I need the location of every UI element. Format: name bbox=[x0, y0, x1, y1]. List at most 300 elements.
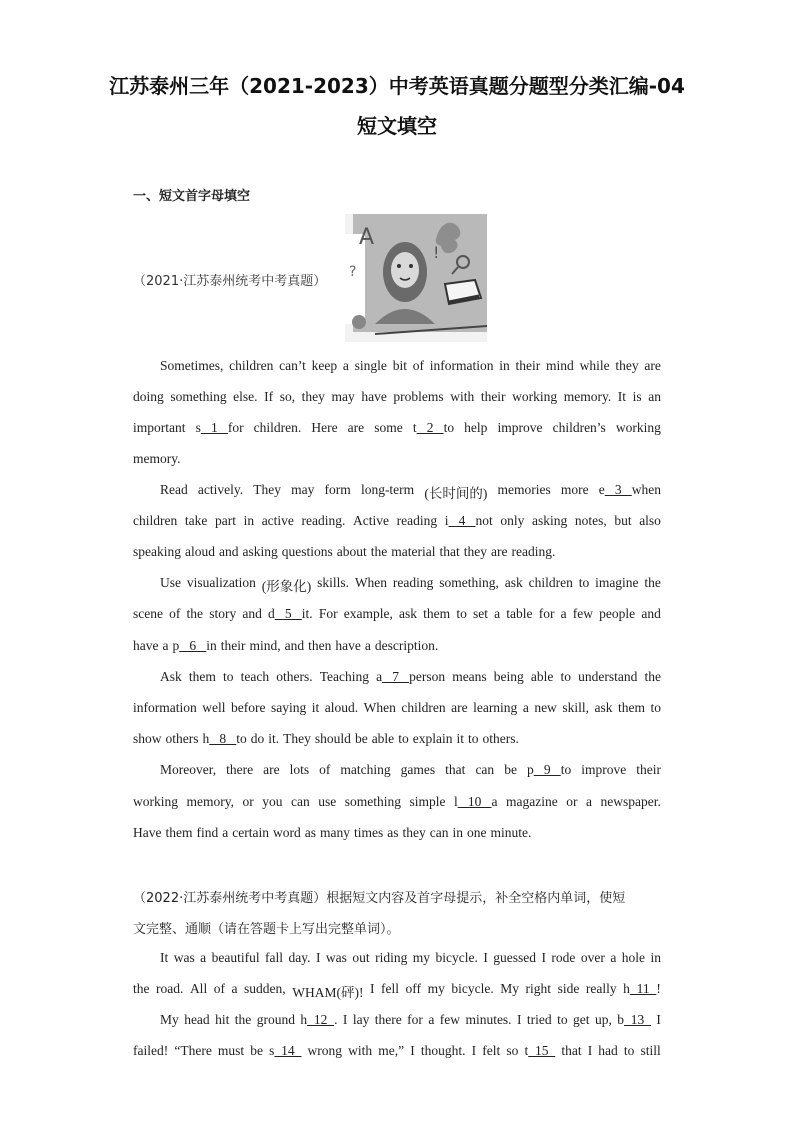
answer-blank[interactable]: 13 bbox=[623, 1012, 651, 1027]
word: being bbox=[493, 669, 524, 684]
word: children bbox=[133, 513, 178, 528]
word: memory, bbox=[186, 794, 234, 809]
word: to bbox=[623, 1043, 635, 1058]
word: understand bbox=[578, 669, 638, 684]
word: others. bbox=[482, 731, 519, 746]
intro-2022-line bbox=[133, 918, 661, 937]
passage-2021-line bbox=[160, 762, 661, 778]
word: is bbox=[632, 389, 642, 404]
word: a bbox=[162, 638, 169, 653]
word: reading bbox=[392, 575, 434, 590]
word: children’s bbox=[552, 420, 606, 435]
answer-blank[interactable]: 9 bbox=[533, 762, 561, 777]
word: should bbox=[314, 731, 351, 746]
word: saying bbox=[270, 700, 307, 715]
word: I bbox=[483, 950, 488, 965]
word: their bbox=[636, 762, 661, 777]
word: in bbox=[243, 513, 255, 528]
word: right bbox=[525, 981, 552, 996]
word: It bbox=[160, 950, 169, 965]
word: problems bbox=[393, 389, 444, 404]
blank-word: e 3 when bbox=[598, 482, 661, 497]
answer-blank[interactable]: 2 bbox=[416, 420, 444, 435]
passage-2021-line bbox=[133, 825, 661, 841]
word: I bbox=[516, 1012, 522, 1027]
word: others. bbox=[276, 669, 313, 684]
word: to bbox=[557, 1012, 568, 1027]
word: explain bbox=[412, 731, 453, 746]
word: road. bbox=[156, 981, 184, 996]
word: as bbox=[304, 825, 316, 840]
word: of bbox=[412, 358, 424, 373]
word: of bbox=[213, 981, 225, 996]
word: show bbox=[133, 731, 162, 746]
blank-word: p 9 to bbox=[526, 762, 572, 777]
word: them bbox=[617, 700, 645, 715]
blank-word: h 8 to bbox=[202, 731, 247, 746]
word: also bbox=[639, 513, 661, 528]
word: ask bbox=[594, 700, 613, 715]
word: have bbox=[361, 389, 387, 404]
passage-2022-line bbox=[133, 1043, 661, 1059]
word: word bbox=[272, 825, 301, 840]
word: it bbox=[311, 700, 320, 715]
word: If bbox=[264, 389, 274, 404]
word: the bbox=[234, 1012, 252, 1027]
word: them bbox=[165, 825, 193, 840]
word: wrong bbox=[307, 1043, 343, 1058]
word: can bbox=[429, 825, 449, 840]
passage-2021-line bbox=[133, 638, 661, 654]
word: working bbox=[512, 389, 558, 404]
word: was bbox=[325, 950, 347, 965]
passage-2021-line bbox=[133, 700, 661, 716]
word: they bbox=[615, 358, 639, 373]
word: that bbox=[439, 544, 460, 559]
word: to bbox=[578, 575, 590, 590]
word: up, bbox=[594, 1012, 612, 1027]
word: for bbox=[538, 606, 555, 621]
word: improve bbox=[581, 762, 627, 777]
source-label-2021: （2021·江苏泰州统考中考真题） bbox=[133, 274, 327, 289]
word: Ask bbox=[160, 669, 182, 684]
word: may bbox=[291, 482, 315, 497]
word: you bbox=[262, 794, 283, 809]
word: failed! bbox=[133, 1043, 169, 1058]
word: Moreover, bbox=[160, 762, 217, 777]
word: material bbox=[391, 544, 436, 559]
word: many bbox=[319, 825, 350, 840]
word: lots bbox=[289, 762, 310, 777]
word: to bbox=[398, 731, 409, 746]
word: skill, bbox=[562, 700, 589, 715]
girl-thinking-illustration-icon bbox=[345, 214, 487, 342]
blank-word: s 14 bbox=[269, 1043, 302, 1058]
word: was bbox=[173, 950, 195, 965]
word: as bbox=[387, 825, 399, 840]
word: set bbox=[472, 606, 488, 621]
word: be bbox=[504, 762, 517, 777]
word: certain bbox=[232, 825, 269, 840]
word: ask bbox=[399, 606, 417, 621]
word: All bbox=[189, 981, 208, 996]
word: speaking bbox=[133, 544, 181, 559]
word: day. bbox=[288, 950, 311, 965]
word: For bbox=[318, 606, 338, 621]
word: single bbox=[354, 358, 387, 373]
passage-2021-line bbox=[133, 731, 661, 747]
word: to bbox=[222, 669, 234, 684]
word: I bbox=[471, 1043, 477, 1058]
passage-2021-line bbox=[133, 606, 661, 622]
word: Use bbox=[160, 575, 181, 590]
word: can’t bbox=[279, 358, 306, 373]
word: information bbox=[133, 700, 197, 715]
word: few bbox=[572, 606, 594, 621]
word: me,” bbox=[378, 1043, 405, 1058]
word: I bbox=[587, 1043, 593, 1058]
word: I bbox=[369, 981, 375, 996]
word: have bbox=[133, 638, 159, 653]
word: When bbox=[363, 700, 396, 715]
passage-2021-line bbox=[160, 358, 661, 374]
word: I bbox=[342, 1012, 348, 1027]
word: had bbox=[598, 1043, 618, 1058]
blank-word: h 12 . bbox=[300, 1012, 338, 1027]
word: be bbox=[250, 1043, 264, 1058]
word: a bbox=[200, 950, 207, 965]
word: still bbox=[640, 1043, 661, 1058]
word: them bbox=[188, 669, 216, 684]
word: and bbox=[219, 544, 239, 559]
passage-2022-line bbox=[160, 950, 661, 966]
word: the bbox=[370, 544, 388, 559]
blank-word: i 4 not bbox=[444, 513, 493, 528]
word: can bbox=[291, 794, 310, 809]
answer-blank[interactable]: 8 bbox=[209, 731, 237, 746]
word: aloud. bbox=[324, 700, 359, 715]
word: Active bbox=[353, 513, 389, 528]
passage-2021-line bbox=[133, 451, 661, 467]
word: are bbox=[263, 762, 280, 777]
word: can bbox=[475, 762, 495, 777]
word: working bbox=[615, 420, 661, 435]
word: well bbox=[202, 700, 226, 715]
word: else. bbox=[233, 389, 258, 404]
word: (长时间的) bbox=[424, 486, 488, 501]
word: their bbox=[480, 389, 506, 404]
word: keep bbox=[311, 358, 338, 373]
word: off bbox=[405, 981, 422, 996]
word: but bbox=[614, 513, 632, 528]
word: important bbox=[133, 420, 186, 435]
word: with bbox=[450, 389, 475, 404]
word: ground bbox=[256, 1012, 295, 1027]
word: do bbox=[250, 731, 265, 746]
word: form bbox=[324, 482, 351, 497]
passage-2021-line bbox=[160, 575, 661, 595]
word: Have bbox=[133, 825, 162, 840]
word: their bbox=[515, 358, 541, 373]
word: they bbox=[463, 544, 487, 559]
word: must bbox=[217, 1043, 245, 1058]
blank-word: a 7 person bbox=[376, 669, 446, 684]
word: head bbox=[184, 1012, 210, 1027]
word: story bbox=[209, 606, 237, 621]
word: only bbox=[500, 513, 525, 528]
word: It bbox=[617, 389, 627, 404]
word: notes, bbox=[574, 513, 607, 528]
word: or bbox=[242, 794, 254, 809]
answer-blank[interactable]: 1 bbox=[200, 420, 228, 435]
word: reading. bbox=[511, 544, 556, 559]
word: a bbox=[610, 950, 617, 965]
word: while bbox=[579, 358, 610, 373]
answer-blank[interactable]: 12 bbox=[307, 1012, 335, 1027]
word: may bbox=[331, 389, 355, 404]
word: children bbox=[401, 700, 446, 715]
word: it. bbox=[268, 731, 280, 746]
word: something, bbox=[439, 575, 499, 590]
word: hit bbox=[215, 1012, 230, 1027]
blank-word: l 10 a bbox=[453, 794, 498, 809]
word: something bbox=[344, 794, 401, 809]
word: in bbox=[499, 358, 510, 373]
word: before bbox=[231, 700, 266, 715]
word: and bbox=[242, 606, 262, 621]
word: matching bbox=[340, 762, 391, 777]
word: are bbox=[451, 700, 468, 715]
word: be bbox=[354, 731, 368, 746]
word: learning bbox=[473, 700, 518, 715]
blank-word: t 15 bbox=[524, 1043, 556, 1058]
word: to bbox=[456, 606, 467, 621]
word: others bbox=[165, 731, 199, 746]
word: a bbox=[494, 606, 501, 621]
word: working bbox=[133, 794, 178, 809]
word: guessed bbox=[493, 950, 537, 965]
blank-word: t 2 to bbox=[412, 420, 455, 435]
word: them bbox=[423, 606, 451, 621]
word: that bbox=[445, 762, 466, 777]
word: magazine bbox=[506, 794, 558, 809]
word: few bbox=[439, 1012, 461, 1027]
word: minutes. bbox=[465, 1012, 512, 1027]
passage-2021-line bbox=[160, 669, 661, 685]
word: skills. bbox=[317, 575, 349, 590]
word: my bbox=[412, 950, 431, 965]
word: ask bbox=[504, 575, 523, 590]
word: there bbox=[374, 1012, 402, 1027]
word: side bbox=[557, 981, 580, 996]
word: a bbox=[222, 825, 229, 840]
word: so, bbox=[279, 389, 296, 404]
word: long-term bbox=[360, 482, 415, 497]
word: visualization bbox=[186, 575, 256, 590]
word: mind bbox=[546, 358, 574, 373]
word: minute. bbox=[490, 825, 532, 840]
answer-blank[interactable]: 11 bbox=[629, 981, 657, 996]
word: scene bbox=[133, 606, 163, 621]
word: games bbox=[400, 762, 436, 777]
word: improve bbox=[497, 420, 543, 435]
word: memories bbox=[497, 482, 551, 497]
word: they bbox=[301, 389, 325, 404]
word: the bbox=[133, 981, 150, 996]
word: over bbox=[580, 950, 605, 965]
word: lay bbox=[352, 1012, 370, 1027]
word: rode bbox=[551, 950, 576, 965]
word: 文完整、通顺（请在答题卡上写出完整单词）。 bbox=[133, 922, 400, 937]
word: newspaper. bbox=[600, 794, 661, 809]
word: are bbox=[644, 358, 661, 373]
word: I bbox=[656, 1012, 661, 1027]
word: fell bbox=[381, 981, 399, 996]
word: a bbox=[560, 606, 567, 621]
answer-blank[interactable]: 7 bbox=[382, 669, 410, 684]
word: get bbox=[573, 1012, 590, 1027]
answer-blank[interactable]: 4 bbox=[448, 513, 476, 528]
word: people bbox=[599, 606, 636, 621]
svg-text:!: ! bbox=[433, 243, 440, 262]
word: times bbox=[353, 825, 384, 840]
word: find bbox=[196, 825, 219, 840]
word: that bbox=[561, 1043, 582, 1058]
answer-blank[interactable]: 3 bbox=[604, 482, 632, 497]
passage-2021-line bbox=[133, 513, 661, 529]
word: to bbox=[467, 731, 479, 746]
word: one bbox=[466, 825, 487, 840]
word: When bbox=[354, 575, 388, 590]
word: it bbox=[456, 731, 464, 746]
word: a bbox=[342, 358, 349, 373]
word: my bbox=[427, 981, 445, 996]
blank-word: d 5 it. bbox=[268, 606, 313, 621]
word: a bbox=[522, 700, 529, 715]
word: (形象化) bbox=[261, 579, 312, 594]
word: （2022·江苏泰州统考中考真题）根据短文内容及首字母提示，补全空格内单词，使短 bbox=[133, 891, 626, 906]
word: aloud bbox=[185, 544, 215, 559]
answer-blank[interactable]: 5 bbox=[274, 606, 302, 621]
blank-word: b 13 bbox=[617, 1012, 651, 1027]
word: My bbox=[500, 981, 520, 996]
word: able bbox=[530, 669, 554, 684]
word: children bbox=[528, 575, 573, 590]
word: are bbox=[491, 544, 508, 559]
word: sudden, bbox=[244, 981, 286, 996]
word: They bbox=[283, 731, 311, 746]
word: of bbox=[319, 762, 331, 777]
word: example, bbox=[343, 606, 393, 621]
word: mind, bbox=[249, 638, 281, 653]
word: asking bbox=[242, 544, 278, 559]
word: thought. bbox=[420, 1043, 466, 1058]
word: hole bbox=[621, 950, 646, 965]
word: the bbox=[644, 575, 661, 590]
word: so bbox=[506, 1043, 519, 1058]
word: out bbox=[352, 950, 370, 965]
word: reading. bbox=[301, 513, 346, 528]
word: with bbox=[348, 1043, 373, 1058]
word: in bbox=[650, 950, 661, 965]
svg-text:A: A bbox=[359, 225, 375, 250]
passage-2021-line bbox=[133, 794, 661, 810]
word: simple bbox=[409, 794, 446, 809]
passage-2022-line bbox=[133, 981, 661, 1001]
word: in bbox=[452, 825, 463, 840]
word: an bbox=[648, 389, 661, 404]
word: and bbox=[641, 606, 661, 621]
word: some bbox=[374, 420, 403, 435]
word: I bbox=[541, 950, 546, 965]
word: information bbox=[429, 358, 494, 373]
page-subtitle: 短文填空 bbox=[357, 114, 437, 138]
word: a bbox=[585, 794, 592, 809]
answer-blank[interactable]: 14 bbox=[274, 1043, 302, 1058]
answer-blank[interactable]: 15 bbox=[528, 1043, 556, 1058]
passage-2021-line bbox=[133, 389, 661, 405]
word: there bbox=[226, 762, 254, 777]
word: They bbox=[253, 482, 282, 497]
word: children bbox=[229, 358, 274, 373]
word: doing bbox=[133, 389, 164, 404]
word: children. bbox=[253, 420, 302, 435]
word: or bbox=[566, 794, 578, 809]
word: I bbox=[315, 950, 321, 965]
intro-2022-line bbox=[133, 887, 661, 906]
word: questions bbox=[281, 544, 333, 559]
word: a bbox=[364, 638, 371, 653]
answer-blank[interactable]: 10 bbox=[457, 794, 492, 809]
word: are bbox=[347, 420, 365, 435]
word: they bbox=[402, 825, 426, 840]
word: teach bbox=[240, 669, 270, 684]
word: I bbox=[410, 1043, 415, 1058]
word: of bbox=[169, 606, 181, 621]
section-heading: 一、短文首字母填空 bbox=[133, 189, 251, 204]
word: beautiful bbox=[211, 950, 260, 965]
word: bicycle. bbox=[435, 950, 478, 965]
word: new bbox=[534, 700, 557, 715]
passage-2021-line bbox=[133, 544, 661, 560]
word: the bbox=[644, 669, 661, 684]
word: really bbox=[585, 981, 617, 996]
page-title: 江苏泰州三年（2021-2023）中考英语真题分题型分类汇编-04 bbox=[109, 74, 685, 98]
passage-2021-line bbox=[160, 482, 661, 502]
blank-word: p 6 in bbox=[172, 638, 217, 653]
word: have bbox=[335, 638, 361, 653]
word: WHAM(砰)! bbox=[292, 985, 364, 1000]
word: more bbox=[560, 482, 589, 497]
word: about bbox=[336, 544, 367, 559]
word: “There bbox=[174, 1043, 212, 1058]
word: imagine bbox=[595, 575, 639, 590]
word: reading bbox=[396, 513, 438, 528]
word: table bbox=[506, 606, 533, 621]
word: active bbox=[261, 513, 294, 528]
answer-blank[interactable]: 6 bbox=[179, 638, 207, 653]
word: their bbox=[220, 638, 246, 653]
word: bit bbox=[392, 358, 407, 373]
word: Here bbox=[311, 420, 338, 435]
word: for bbox=[407, 1012, 423, 1027]
word: to bbox=[650, 700, 661, 715]
word: then bbox=[308, 638, 332, 653]
word: Sometimes, bbox=[160, 358, 224, 373]
word: a bbox=[428, 1012, 435, 1027]
word: means bbox=[452, 669, 487, 684]
blank-word: s 1 for bbox=[195, 420, 244, 435]
